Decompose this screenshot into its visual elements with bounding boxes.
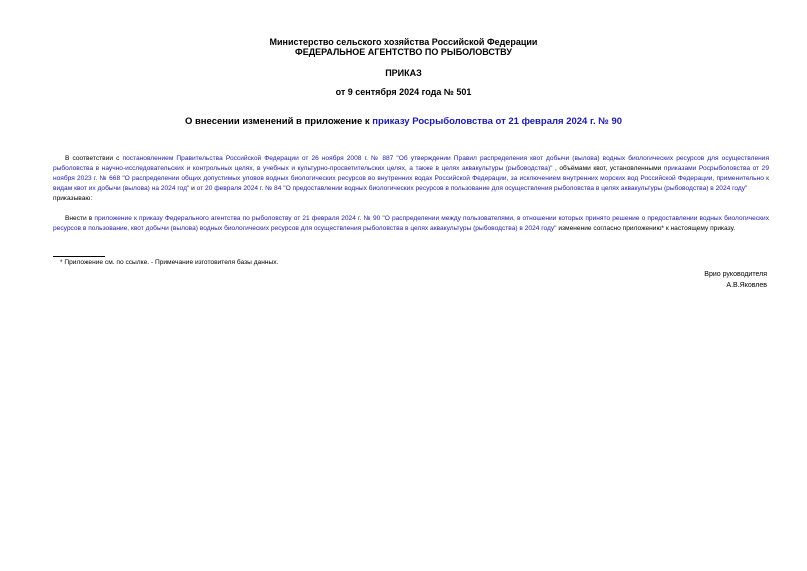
document-date: от 9 сентября 2024 года № 501 <box>335 87 472 97</box>
agency-name: ФЕДЕРАЛЬНОЕ АГЕНТСТВО ПО РЫБОЛОВСТВУ <box>295 47 512 57</box>
p2-link-appendix[interactable]: приложение к приказу Федерального агентства по рыболовству от 21 февраля 2024 г. № 90 "О распределении между пользователями, в отношении которых принято решение о предоставлении водных биологических ресурсов в пользование, квот добычи (вылова) водных биологических ресурсов для осуществления рыболовства в целях аквакультуры (рыбоводства) в 2024 году" <box>53 215 769 233</box>
p1-link-decree[interactable]: постановлением Правительства Российской Федерации от 26 ноября 2008 г. № 887 "Об утверждении Правил распределения квот добычи (вылова) водных биологических ресурсов для осуществления рыболовства в научно-исследовательских и контрольных целях, в учебных и культурно-просветительских целях, а также в целях аквакультуры (рыбоводства)" <box>53 155 770 173</box>
p1-link-order-84[interactable]: от 20 февраля 2024 г. № 84 "О предоставлении водных биологических ресурсов в пользование для осуществления рыболовства в целях аквакультуры (рыбоводства) в 2024 году" <box>196 185 748 193</box>
title-prefix: О внесении изменений в приложение к <box>184 116 373 127</box>
paragraph-1 <box>53 154 769 204</box>
order-word: приказываю: <box>53 195 93 203</box>
p1-text-b: , объёмами квот, установленными <box>552 165 664 173</box>
footnote-divider <box>53 256 105 257</box>
ministry-name: Министерство сельского хозяйства Российской Федерации <box>269 37 538 47</box>
footnote: * Приложение см. по ссылке. - Примечание изготовителя базы данных. <box>60 259 279 266</box>
p1-text-a: В соответствии с <box>65 155 123 162</box>
signature-name: А.В.Яковлев <box>726 282 767 289</box>
p2-text-a: Внести в <box>65 215 95 222</box>
document-title <box>0 116 807 127</box>
p1-text-c: и <box>189 185 197 193</box>
title-link[interactable]: приказу Росрыболовства от 21 февраля 2024 г. № 90 <box>372 116 623 127</box>
signature-position: Врио руководителя <box>704 271 767 278</box>
p1-link-order-668[interactable]: приказами Росрыболовства от 29 ноября 2023 г. № 668 "О распределении общих допустимых уловов водных биологических ресурсов во внутренних водах Российской Федерации, за исключением внутренних морских вод Российской Федерации, применительно к видам квот их добычи (вылова) на 2024 год" <box>53 165 769 193</box>
document-type: ПРИКАЗ <box>385 68 422 78</box>
p2-text-b: изменение согласно приложению* к настоящему приказу. <box>556 225 736 233</box>
paragraph-2 <box>53 214 769 234</box>
